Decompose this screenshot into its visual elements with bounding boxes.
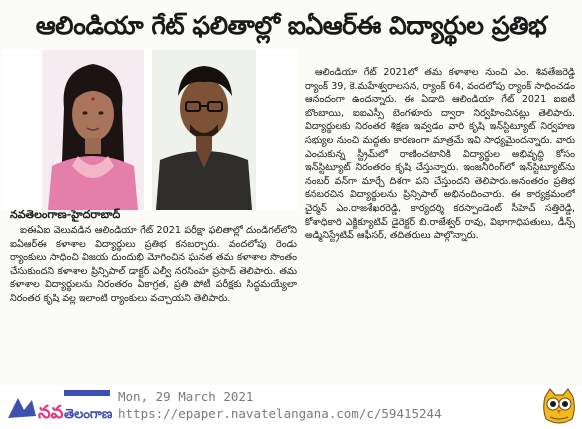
article-dateline: నవతెలంగాణ-హైదరాబాద్ [10,208,121,221]
student-photo-female [42,50,144,210]
svg-text:తెలంగాణ: తెలంగాణ [64,407,112,422]
article-column-right: ఆలిండియా గేట్ 2021లో తమ కళాశాల నుంచి ఎం. శివతేజరెడ్డి ర్యాంక్ 39, కె.మహేశ్వరాలసన, ర్యాంక్ 64, వందలోపు ర్యాంక్ సాధించడం ఆనందంగా ఉందన్నారు. ఈ ఏడాది ఆలిండియా గేట్ 2021 ఐఐటీ బొంబాయి, ఐఐఎస్సీ బెంగళూరు ద్వారా నిర్వహించినట్లు తెలిపారు. విద్యార్థులకు నిరంతర శిక్షణ ఇవ్వడం వారి కృషి ఇన్‌స్టిట్యూట్ నిర్వహణ సభ్యుల నుంచి మద్దతు కారణంగా మాత్రమే ఇవి సాధ్యమైందన్నారు. వారు ఎంచుకున్న స్ట్రీమ్‌లో రాణించటానికి విద్యార్థుల అభివృద్ధి కోసం ఇన్‌స్టిట్యూట్ నిరంతరం కృషి చేస్తున్నారు. ఇంజనీరింగ్‌లో ఇన్‌స్టిట్యూట్‌ను నంబర్ వన్‌గా మార్చే దిశగా పని చేస్తుందని తెలిపారు.అనంతరం ప్రతిభ కనబరచిన విద్యార్థులను ప్రిన్సిపాల్ అభినందించారు. ఈ కార్యక్రమంలో చైర్మన్ ఎం.రాజశేఖరరెడ్డి, కార్యదర్శి కరస్పాండెంట్ సీహెచ్ సత్తిరెడ్డి, కోశాధికారి ఎక్జిక్యూటివ్ డైరెక్టర్ బి.రాజేశ్వర్ రావు, విభాగాధిపతులు, డీన్స్ అడ్మినిస్ట్రేటివ్ ఆఫీసర్, తదితరులు పాల్గొన్నారు. [305,67,575,242]
navatelangana-logo [6,388,112,424]
article-headline: ఆలిండియా గేట్ ఫలితాల్లో ఐఏఆర్ఈ విద్యార్థుల ప్రతిభ [35,11,547,40]
owl-mascot-icon [540,387,578,425]
edition-date: Mon, 29 March 2021 [118,389,254,404]
photo-strip [2,50,298,210]
student-photo-male [152,50,256,210]
epaper-url-link[interactable]: https://epaper.navatelangana.com/c/59415244 [118,406,442,421]
svg-text:నవ: నవ [38,402,64,423]
article-column-left: ఐఈఏఐ వెలువడిన ఆలిండియా గేట్ 2021 పరీక్షా ఫలితాల్లో దుండిగల్‌లోని ఐఏఆర్ఈ కళాశాల విద్యార్థులు ప్రతిభ కనబర్చారు. వందలోపు రెండు ర్యాంకులు సాధించి విజయ దుందుభి మోగించిన ఘనత తమ కళాశాల సొంతం చేసుకుందని కళాశాల ప్రిన్సిపాల్ డాక్టర్ ఎల్వీ నరసింహ ప్రసాద్ తెలిపారు. తమ కళాశాల విద్యార్థులను నిరంతరం ఏకాగ్రత, ప్రతి పోటీ పరీక్షకు సిద్ధమయ్యేలా నిరంతర కృషి వల్ల ఇలాంటి ర్యాంకులు వచ్చాయని తెలిపారు. [10,225,297,304]
epaper-footer [0,385,582,426]
